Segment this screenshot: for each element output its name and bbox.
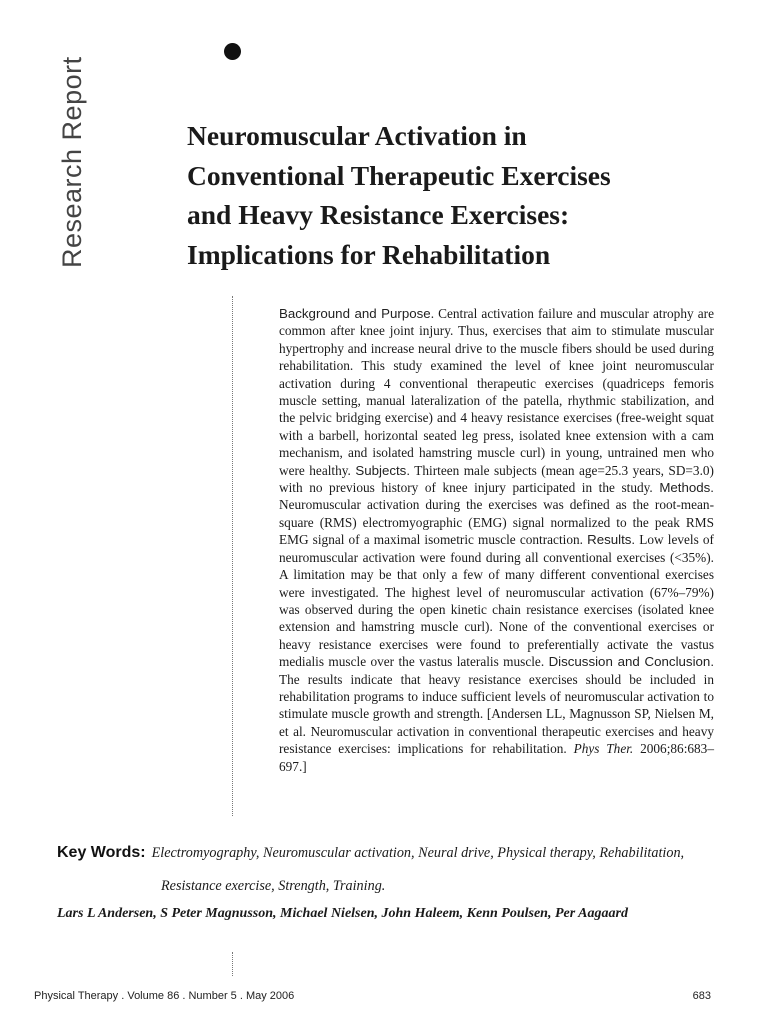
key-words-label: Key Words: [57,844,146,861]
key-words-row [57,870,737,903]
key-words-terms: Electromyography, Neuromuscular activation, Neural drive, Physical therapy, Rehabilitation, [151,845,685,861]
title-line: Neuromuscular Activation in [187,120,527,151]
key-words [57,836,737,903]
abstract-text-subjects: Thirteen male subjects (mean age=25.3 years, SD=3.0) with no previous history of knee injury participated in the study. [279,462,714,496]
page-number: 683 [692,990,711,1002]
article-title [187,116,727,274]
abstract [279,305,714,775]
abstract-heading-methods: Methods. [659,480,715,496]
decorative-dot [224,43,241,60]
key-words-row [57,836,737,870]
dotted-divider [232,952,233,976]
title-line: and Heavy Resistance Exercises: [187,199,570,230]
abstract-text-background: . Central activation failure and muscular atrophy are common after knee joint injury. Thus, exercises that aim to stimulate muscular hypertrophy and increase neural drive to the muscle fibers should be used during rehabilitation. This study examined the level of knee joint neuromuscular activation during 4 conventional therapeutic exercises (quadriceps femoris muscle setting, manual lateralization of the patella, rhythmic stabilization, and the pelvic bridging exercise) and 4 heavy resistance exercises (free-weight squat with a barbell, horizontal seated leg press, isolated knee extension with a cam mechanism, and isolated hamstring muscle curl) in young, untrained men who were healthy. [279,306,714,478]
abstract-heading-discussion: Discussion and Conclusion. [548,654,715,670]
dotted-divider [232,296,233,816]
journal-abbreviation: Phys Ther. [573,741,634,757]
abstract-heading-subjects: Subjects. [355,462,411,478]
key-words-terms: Resistance exercise, Strength, Training. [161,878,386,894]
citation-tail: 2006;86:683–697.] [279,741,714,774]
abstract-text-discussion: The results indicate that heavy resistance exercises should be included in rehabilitation programs to induce sufficient levels of neuromuscular activation to stimulate muscle growth and strength. [Andersen LL, Magnusson SP, Nielsen M, et al. Neuromuscular activation in conventional therapeutic exercises and heavy resistance exercises: implications for rehabilitation. [279,671,714,757]
abstract-text-results: Low levels of neuromuscular activation were found during all conventional exercises (<35%). A limitation may be that only a few of many different conventional exercises were investigated. The highest level of neuromuscular activation (67%–79%) was observed during the open kinetic chain resistance exercises (isolated knee extension and hamstring muscle curl). None of the conventional exercises or heavy resistance exercises were found to preferentially activate the vastus medialis muscle over the vastus lateralis muscle. [279,532,714,670]
section-label: Research Report [57,56,87,268]
footer-journal-info: Physical Therapy . Volume 86 . Number 5 . May 2006 [34,990,295,1002]
title-line: Implications for Rehabilitation [187,238,551,270]
abstract-heading-results: Results. [587,532,636,548]
title-line: Conventional Therapeutic Exercises [187,159,611,191]
abstract-heading-background: Background and Purpose [279,306,431,321]
author-list: Lars L Andersen, S Peter Magnusson, Michael Nielsen, John Haleem, Kenn Poulsen, Per Aagaard [57,906,628,921]
abstract-text-methods: Neuromuscular activation during the exercises was defined as the root-mean-square (RMS) electromyographic (EMG) signal normalized to the peak RMS EMG signal of a maximal isometric muscle contraction. [279,497,714,548]
